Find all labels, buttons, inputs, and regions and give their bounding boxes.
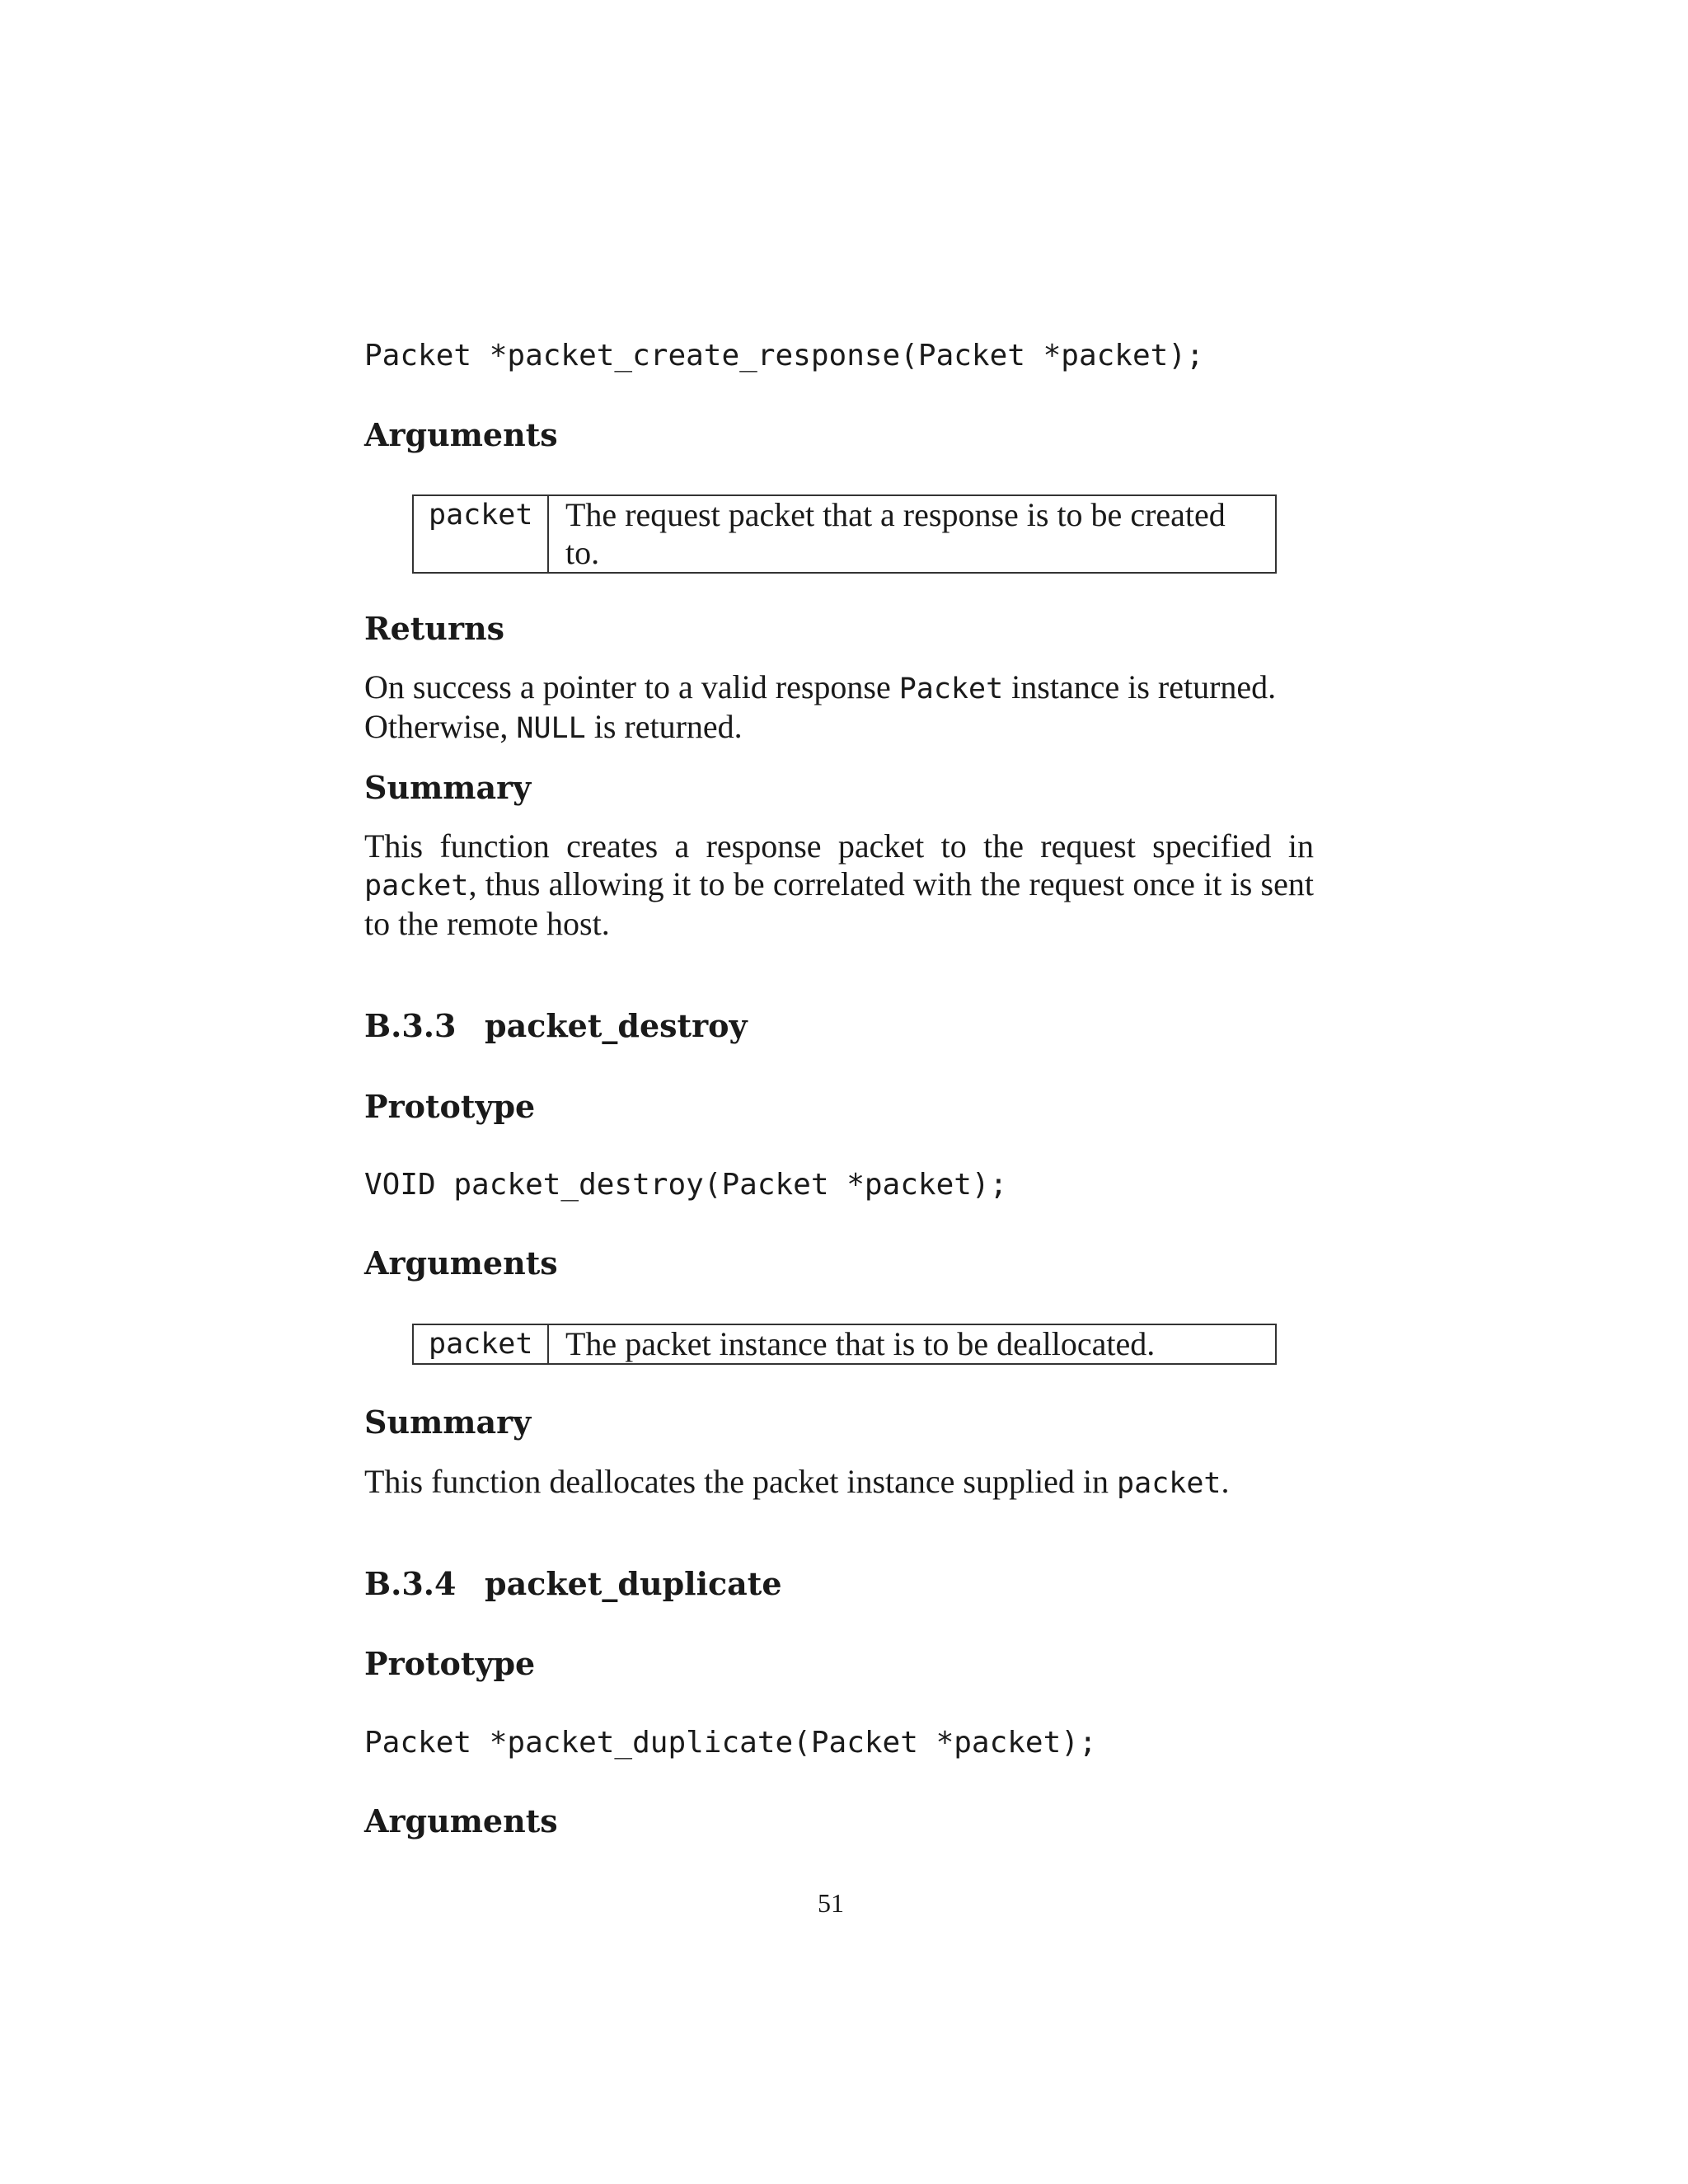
argument-description: The request packet that a response is to be created to.: [565, 496, 1226, 571]
section-heading-packet-destroy: [364, 1007, 748, 1045]
prototype-packet-duplicate: Packet *packet_duplicate(Packet *packet);: [364, 1726, 1097, 1760]
summary-text: [364, 827, 1314, 943]
code-null: NULL: [516, 712, 586, 745]
prototype-packet-destroy: VOID packet_destroy(Packet *packet);: [364, 1168, 1008, 1202]
summary-text: [364, 1463, 1314, 1502]
summary-heading: Summary: [364, 769, 532, 806]
prototype-heading: Prototype: [364, 1645, 536, 1682]
returns-heading: Returns: [364, 610, 504, 647]
code-packet-type: Packet: [898, 673, 1004, 705]
summary-text-part: This function creates a response packet to the request specified in: [364, 827, 1314, 865]
code-packet: packet: [364, 869, 469, 902]
returns-text: [364, 668, 1314, 748]
argument-description: The packet instance that is to be deallocated.: [565, 1325, 1156, 1362]
returns-text-part: instance is returned. Otherwise,: [364, 668, 1277, 745]
summary-heading: Summary: [364, 1404, 532, 1441]
arguments-heading: Arguments: [364, 416, 558, 453]
section-number: B.3.3: [364, 1007, 457, 1044]
summary-text-part: This function deallocates the packet instance supplied in: [364, 1463, 1118, 1500]
arguments-table: [412, 1324, 1277, 1365]
arguments-heading: Arguments: [364, 1244, 558, 1282]
code-packet: packet: [1117, 1467, 1221, 1500]
prototype-heading: Prototype: [364, 1088, 536, 1125]
prototype-create-response: Packet *packet_create_response(Packet *packet);: [364, 339, 1204, 373]
argument-name: packet: [414, 1325, 549, 1363]
argument-name: packet: [414, 496, 549, 572]
summary-text-part: , thus allowing it to be correlated with the request once it is sent to the remote host.: [364, 865, 1314, 942]
returns-text-part: is returned.: [585, 708, 743, 745]
section-title: packet_duplicate: [485, 1565, 782, 1602]
section-number: B.3.4: [364, 1565, 457, 1602]
summary-text-part: .: [1221, 1463, 1230, 1500]
arguments-table: [412, 494, 1277, 574]
section-heading-packet-duplicate: [364, 1565, 782, 1603]
section-title: packet_destroy: [485, 1007, 748, 1044]
returns-text-part: On success a pointer to a valid response: [364, 668, 899, 705]
page-number: 51: [818, 1888, 844, 1918]
arguments-heading: Arguments: [364, 1802, 558, 1840]
